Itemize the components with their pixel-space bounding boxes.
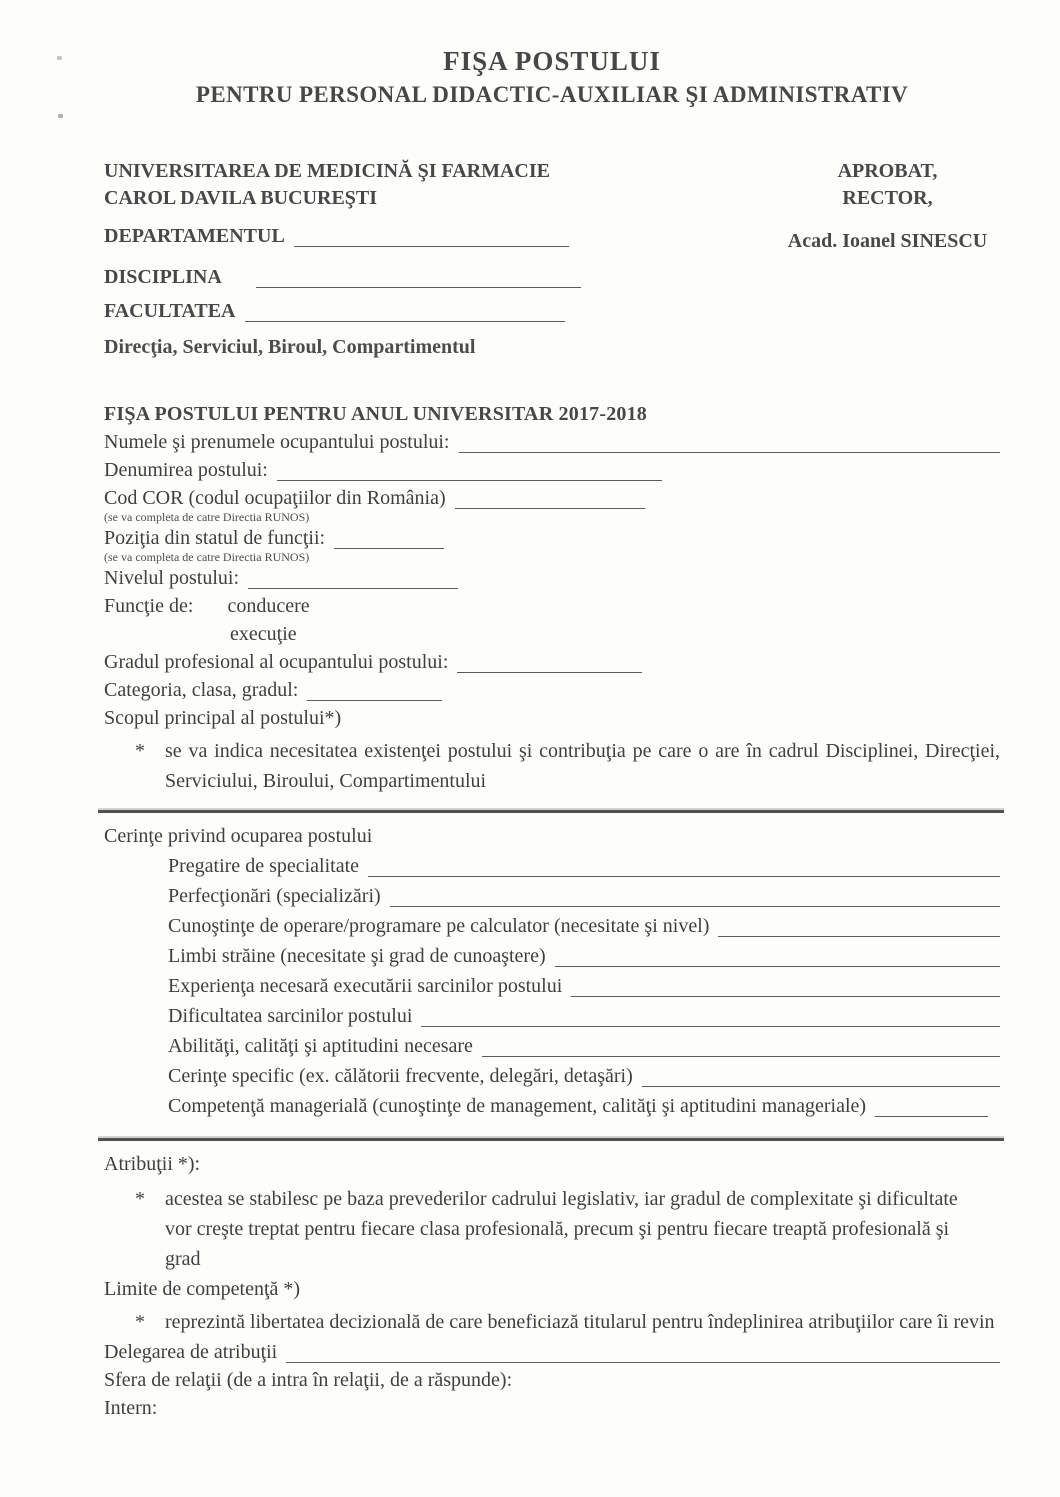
university-name-line2: CAROL DAVILA BUCUREŞTI bbox=[104, 187, 378, 209]
req-pregatire-blank-line bbox=[368, 861, 1000, 877]
atributii-footnote bbox=[104, 1184, 1000, 1274]
limite-heading: Limite de competenţă *) bbox=[104, 1278, 301, 1300]
scopul-footnote bbox=[104, 736, 1000, 796]
req-competenta-blank-line bbox=[875, 1101, 988, 1117]
req-experienta-label: Experienţa necesară executării sarcinilor postului bbox=[168, 975, 563, 997]
denumirea-label: Denumirea postului: bbox=[104, 459, 268, 481]
direction-line: Direcţia, Serviciul, Biroul, Compartimentul bbox=[104, 336, 476, 358]
section-divider-2 bbox=[98, 1138, 1004, 1141]
limite-footnote bbox=[104, 1307, 1000, 1337]
req-cerinte-specific-blank-line bbox=[642, 1071, 1000, 1087]
field-cod-cor bbox=[104, 487, 1000, 510]
field-categoria bbox=[104, 679, 1000, 702]
req-limbi-label: Limbi străine (necesitate şi grad de cunoaştere) bbox=[168, 945, 546, 967]
field-pozitia bbox=[104, 527, 1000, 550]
req-experienta-blank-line bbox=[571, 981, 1000, 997]
categoria-blank-line bbox=[307, 685, 442, 701]
cod-cor-label: Cod COR (codul ocupaţiilor din România) bbox=[104, 487, 446, 509]
req-limbi-blank-line bbox=[555, 951, 1000, 967]
header-block bbox=[104, 158, 1000, 255]
disciplina-blank-line bbox=[256, 272, 581, 288]
field-denumirea bbox=[104, 459, 1000, 482]
denumirea-blank-line bbox=[277, 465, 662, 481]
document-title: FIŞA POSTULUI bbox=[443, 46, 661, 76]
scan-artifact-dot bbox=[57, 56, 62, 60]
document-subtitle: PENTRU PERSONAL DIDACTIC-AUXILIAR ŞI ADMINISTRATIV bbox=[195, 82, 909, 107]
gradul-blank-line bbox=[457, 657, 642, 673]
req-experienta bbox=[168, 975, 1000, 998]
req-cerinte-specific bbox=[168, 1065, 1000, 1088]
field-disciplina bbox=[104, 266, 1000, 289]
req-abilitati-blank-line bbox=[482, 1041, 1000, 1057]
limite-footnote-text: reprezintă libertatea decizională de care beneficiază titularul pentru îndeplinirea atribuţiilor care îi revin bbox=[165, 1311, 995, 1333]
atributii-heading: Atribuţii *): bbox=[104, 1153, 201, 1175]
runos-note-1: (se va completa de catre Directia RUNOS) bbox=[104, 510, 310, 524]
delegarea-label: Delegarea de atribuţii bbox=[104, 1341, 278, 1363]
req-dificultatea-label: Dificultatea sarcinilor postului bbox=[168, 1005, 413, 1027]
req-cunostinte-label: Cunoştinţe de operare/programare pe calculator (necesitate şi nivel) bbox=[168, 915, 710, 937]
field-nivelul bbox=[104, 567, 1000, 590]
pozitia-label: Poziţia din statul de funcţii: bbox=[104, 527, 326, 549]
req-dificultatea-blank-line bbox=[421, 1011, 1000, 1027]
section-divider-1 bbox=[98, 810, 1004, 813]
post-section-heading: FIŞA POSTULUI PENTRU ANUL UNIVERSITAR 2017-2018 bbox=[104, 403, 648, 425]
req-competenta-label: Competenţă managerială (cunoştinţe de management, calităţi şi aptitudini manageriale) bbox=[168, 1095, 867, 1117]
req-pregatire-label: Pregatire de specialitate bbox=[168, 855, 360, 877]
intern-line bbox=[104, 1397, 1000, 1420]
sfera-line bbox=[104, 1369, 1000, 1392]
field-functie bbox=[104, 595, 1000, 618]
functie-option-executie: execuţie bbox=[230, 623, 297, 645]
rector-label: RECTOR, bbox=[842, 187, 933, 209]
req-competenta bbox=[168, 1095, 1000, 1118]
field-facultatea bbox=[104, 300, 1000, 323]
field-numele bbox=[104, 431, 1000, 454]
numele-label: Numele şi prenumele ocupantului postului: bbox=[104, 431, 450, 453]
req-cunostinte bbox=[168, 915, 1000, 938]
req-perfectionari-label: Perfecţionări (specializări) bbox=[168, 885, 381, 907]
intern-label: Intern: bbox=[104, 1397, 158, 1419]
disciplina-label: DISCIPLINA bbox=[104, 266, 222, 288]
atributii-footnote-text: acestea se stabilesc pe baza prevederilor cadrului legislativ, iar gradul de complexitate şi dificultate vor creşte treptat pentru fiecare clasa profesională, precum şi pentru fiecare treaptă profesională şi grad bbox=[165, 1188, 958, 1270]
approved-label: APROBAT, bbox=[837, 160, 938, 182]
sfera-label: Sfera de relaţii (de a intra în relaţii, de a răspunde): bbox=[104, 1369, 513, 1391]
req-pregatire bbox=[168, 855, 1000, 878]
numele-blank-line bbox=[459, 437, 1001, 453]
functie-label: Funcţie de: bbox=[104, 595, 194, 617]
approval-block bbox=[775, 158, 1000, 255]
university-block bbox=[104, 158, 569, 255]
rector-name: Acad. Ioanel SINESCU bbox=[787, 230, 988, 252]
facultatea-blank-line bbox=[245, 306, 565, 322]
runos-note-2: (se va completa de catre Directia RUNOS) bbox=[104, 550, 310, 564]
footnote-star-icon: * bbox=[135, 740, 145, 762]
req-limbi bbox=[168, 945, 1000, 968]
req-perfectionari bbox=[168, 885, 1000, 908]
field-scopul bbox=[104, 707, 1000, 730]
scopul-label: Scopul principal al postului*) bbox=[104, 707, 342, 729]
req-perfectionari-blank-line bbox=[390, 891, 1000, 907]
req-cunostinte-blank-line bbox=[718, 921, 1000, 937]
departamentul-label: DEPARTAMENTUL bbox=[104, 225, 285, 247]
footnote-star-icon: * bbox=[135, 1188, 145, 1210]
gradul-label: Gradul profesional al ocupantului postului: bbox=[104, 651, 449, 673]
cod-cor-blank-line bbox=[455, 493, 645, 509]
categoria-label: Categoria, clasa, gradul: bbox=[104, 679, 299, 701]
nivelul-label: Nivelul postului: bbox=[104, 567, 239, 589]
cerinte-heading: Cerinţe privind ocuparea postului bbox=[104, 825, 373, 847]
req-dificultatea bbox=[168, 1005, 1000, 1028]
departamentul-blank-line bbox=[294, 231, 569, 247]
nivelul-blank-line bbox=[248, 573, 458, 589]
scan-artifact-dot bbox=[58, 114, 63, 118]
university-name-line1: UNIVERSITAREA DE MEDICINĂ ŞI FARMACIE bbox=[104, 160, 550, 182]
req-abilitati bbox=[168, 1035, 1000, 1058]
scopul-footnote-text: se va indica necesitatea existenţei postului şi contribuţia pe care o are în cadrul Disciplinei, Direcţiei, Serviciului, Biroului, Compartimentului bbox=[165, 740, 1000, 792]
pozitia-blank-line bbox=[334, 533, 444, 549]
functie-option-executie-row bbox=[230, 623, 1000, 646]
field-departamentul bbox=[104, 225, 569, 248]
field-delegarea bbox=[104, 1341, 1000, 1364]
req-cerinte-specific-label: Cerinţe specific (ex. călătorii frecvente, delegări, detaşări) bbox=[168, 1065, 633, 1087]
functie-option-conducere: conducere bbox=[227, 595, 310, 617]
field-gradul bbox=[104, 651, 1000, 674]
footnote-star-icon: * bbox=[135, 1311, 145, 1333]
req-abilitati-label: Abilităţi, calităţi şi aptitudini necesare bbox=[168, 1035, 473, 1057]
delegarea-blank-line bbox=[286, 1347, 1000, 1363]
facultatea-label: FACULTATEA bbox=[104, 300, 236, 322]
